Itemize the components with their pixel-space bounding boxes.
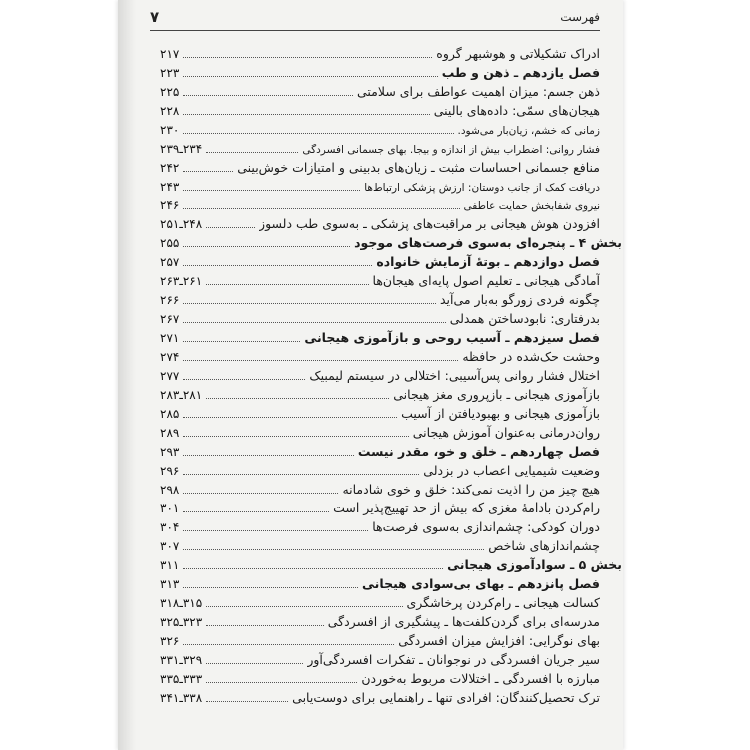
dot-leader	[183, 171, 233, 172]
toc-entry	[160, 629, 600, 648]
toc-entry-label: مدرسه‌ای برای گردن‌کلفت‌ها ـ پیشگیری از افسردگی	[327, 614, 600, 630]
toc-entry-label: نیروی شفابخش حمایت عاطفی	[463, 200, 600, 213]
toc-entry	[160, 459, 600, 478]
toc-entry-label: بهای نوگرایی: افزایش میزان افسردگی	[398, 633, 600, 648]
toc-entry-label: بخش ۴ ـ پنجره‌ای به‌سوی فرصت‌های موجود	[354, 235, 622, 251]
toc-entry-label: افزودن هوش هیجانی بر مراقبت‌های پزشکی ـ به‌سوی طب دلسوز	[259, 216, 600, 232]
toc-entry-label: وضعیت شیمیایی اعصاب در بزدلی	[423, 462, 600, 478]
toc-entry	[160, 534, 600, 553]
toc-entry-page: ۲۷۷	[160, 368, 180, 383]
toc-entry-page: ۲۶۱ـ۲۶۳	[160, 274, 203, 289]
toc-entry-label: کسالت هیجانی ـ رام‌کردن پرخاشگری	[406, 595, 600, 611]
toc-entry-page: ۲۸۹	[160, 425, 180, 440]
toc-entry	[160, 610, 600, 629]
toc-entry-label: فصل چهاردهم ـ خلق و خو، مقدر نیست	[357, 443, 600, 459]
toc-entry-page: ۲۲۳	[160, 65, 180, 80]
toc-entry-page: ۲۴۶	[160, 198, 180, 213]
toc-entry	[160, 497, 600, 516]
toc-entry-label: اختلال فشار روانی پس‌آسیبی: اختلالی در سیستم لیمبیک	[309, 367, 600, 383]
toc-entry-page: ۲۴۳	[160, 179, 180, 194]
toc-entry-page: ۲۶۷	[160, 312, 180, 327]
dot-leader	[183, 455, 354, 456]
toc-entry-page: ۲۸۵	[160, 406, 180, 421]
dot-leader	[206, 606, 402, 607]
toc-entry-page: ۲۴۲	[160, 160, 180, 175]
toc-entry	[160, 307, 600, 326]
toc-entry	[160, 345, 600, 364]
toc-entry-label: مبارزه با افسردگی ـ اختلالات مربوط به‌خوردن	[361, 670, 600, 686]
toc-entry	[160, 212, 600, 231]
dot-leader	[183, 530, 368, 531]
header-rule	[150, 30, 600, 31]
toc-entry	[160, 250, 600, 269]
toc-entry-page: ۲۹۸	[160, 482, 180, 497]
toc-entry	[160, 402, 600, 421]
toc-entry-page: ۳۲۶	[160, 634, 180, 648]
toc-entry	[160, 156, 600, 175]
toc-entry-page: ۲۴۸ـ۲۵۱	[160, 217, 203, 232]
toc-entry	[160, 326, 600, 345]
toc-entry-page: ۳۰۷	[160, 539, 180, 554]
toc-entry-page: ۲۶۶	[160, 293, 180, 308]
toc-entry-label: روان‌درمانی به‌عنوان آموزش هیجانی	[412, 424, 600, 440]
dot-leader	[206, 625, 324, 626]
toc-entry	[160, 42, 600, 61]
toc-entry-label: بدرفتاری: نابودساختن همدلی	[449, 311, 600, 327]
dot-leader	[183, 57, 432, 58]
toc-entry	[160, 288, 600, 307]
dot-leader	[183, 360, 458, 361]
toc-entry-page: ۳۲۹ـ۳۳۱	[160, 652, 203, 667]
toc-entry	[160, 515, 600, 534]
dot-leader	[183, 265, 372, 266]
toc-entry-label: بازآموزی هیجانی ـ بازپروری مغز هیجانی	[393, 386, 600, 402]
toc-entry-page: ۲۱۷	[160, 46, 180, 61]
toc-entry-label: بخش ۵ ـ سوادآموزی هیجانی	[447, 557, 622, 573]
dot-leader	[183, 568, 443, 569]
toc-entry-label: رام‌کردن بادامهٔ مغزی که بیش از حد تهییج‌پذیر است	[333, 500, 600, 516]
toc-entry-label: سیر جریان افسردگی در نوجوانان ـ تفکرات افسردگی‌آور	[307, 651, 600, 667]
toc-entry-label: فصل سیزدهم ـ آسیب روحی و بازآموزی هیجانی	[304, 330, 600, 345]
toc-entry-label: هیچ چیز من را اذیت نمی‌کند: خلق و خوی شادمانه	[342, 481, 600, 497]
toc-entry-page: ۲۹۳	[160, 444, 180, 459]
toc-entry-label: آمادگی هیجانی ـ تعلیم اصول پایه‌ای هیجان‌ها	[372, 273, 600, 289]
dot-leader	[206, 152, 298, 153]
toc-entry	[160, 478, 600, 497]
dot-leader	[183, 190, 360, 191]
dot-leader	[183, 417, 397, 418]
toc-entry	[160, 440, 600, 459]
table-of-contents	[160, 42, 622, 705]
dot-leader	[183, 436, 408, 437]
toc-entry-label: دوران کودکی: چشم‌اندازی به‌سوی فرصت‌ها	[372, 519, 600, 535]
dot-leader	[183, 379, 305, 380]
toc-entry-label: فصل دوازدهم ـ بوتهٔ آزمایش خانواده	[376, 254, 600, 270]
dot-leader	[183, 511, 329, 512]
toc-entry	[160, 383, 600, 402]
header-page-number: ۷	[150, 8, 160, 26]
dot-leader	[206, 284, 368, 285]
toc-entry-page: ۲۳۴ـ۲۳۹	[160, 141, 203, 156]
dot-leader	[183, 549, 484, 550]
toc-entry	[160, 137, 600, 156]
dot-leader	[206, 398, 389, 399]
dot-leader	[183, 95, 353, 96]
toc-entry	[160, 61, 600, 80]
toc-entry-label: فصل پانزدهم ـ بهای بی‌سوادی هیجانی	[362, 576, 600, 592]
toc-entry-page: ۳۳۸ـ۳۴۱	[160, 690, 203, 705]
dot-leader	[183, 114, 429, 115]
toc-entry-page: ۲۷۱	[160, 331, 180, 345]
toc-entry-label: زمانی که خشم، زیان‌بار می‌شود.	[457, 124, 600, 137]
toc-entry	[160, 80, 600, 99]
dot-leader	[183, 341, 300, 342]
toc-entry	[160, 118, 600, 137]
dot-leader	[183, 644, 394, 645]
dot-leader	[206, 701, 288, 702]
toc-entry-label: وحشت حک‌شده در حافظه	[462, 348, 600, 364]
toc-entry-page: ۲۷۴	[160, 349, 180, 364]
toc-entry	[160, 421, 600, 440]
toc-entry-page: ۳۱۵ـ۳۱۸	[160, 596, 203, 611]
toc-entry	[160, 648, 600, 667]
toc-entry-label: چشم‌اندازهای شاخص	[488, 538, 600, 554]
toc-entry-page: ۳۱۱	[160, 558, 180, 573]
dot-leader	[183, 474, 419, 475]
toc-entry	[160, 667, 600, 686]
dot-leader	[206, 227, 255, 228]
toc-entry-label: بازآموزی هیجانی و بهبودیافتن از آسیب	[401, 405, 600, 421]
dot-leader	[206, 663, 303, 664]
toc-entry-page: ۳۰۱	[160, 501, 180, 516]
toc-entry-page: ۲۳۰	[160, 122, 180, 137]
dot-leader	[183, 76, 437, 77]
toc-entry	[160, 686, 600, 705]
toc-entry-page: ۲۹۶	[160, 463, 180, 478]
toc-entry-label: چگونه فردی زورگو به‌بار می‌آید	[439, 292, 600, 308]
toc-entry	[160, 269, 600, 288]
toc-entry-page: ۳۳۳ـ۳۳۵	[160, 671, 203, 686]
toc-entry	[160, 591, 600, 610]
toc-entry-label: دریافت کمک از جانب دوستان: ارزش پزشکی ارتباط‌ها	[364, 181, 600, 194]
toc-entry-label: ترک تحصیل‌کنندگان: افرادی تنها ـ راهنمایی برای دوست‌یابی	[292, 689, 600, 705]
toc-entry-page: ۲۲۵	[160, 84, 180, 99]
toc-entry	[160, 231, 622, 250]
toc-entry	[160, 572, 600, 591]
header-title: فهرست	[560, 10, 600, 24]
toc-entry-label: منافع جسمانی احساسات مثبت ـ زیان‌های بدبینی و امتیازات خوش‌بینی	[237, 159, 600, 175]
page-spine-shadow	[118, 0, 136, 750]
toc-entry	[160, 175, 600, 194]
page-header	[150, 8, 600, 28]
toc-entry-page: ۲۲۸	[160, 103, 180, 118]
toc-entry-page: ۳۱۳	[160, 577, 180, 592]
toc-entry-page: ۲۵۵	[160, 236, 180, 251]
dot-leader	[183, 246, 350, 247]
toc-entry	[160, 364, 600, 383]
toc-entry-page: ۲۸۱ـ۲۸۳	[160, 387, 203, 402]
dot-leader	[183, 133, 453, 134]
dot-leader	[206, 682, 357, 683]
toc-entry	[160, 553, 622, 572]
dot-leader	[183, 208, 459, 209]
toc-entry-page: ۳۰۴	[160, 520, 180, 535]
toc-entry	[160, 194, 600, 213]
toc-entry-label: فشار روانی: اضطراب بیش از اندازه و بیجا. بهای جسمانی افسردگی	[302, 143, 600, 156]
toc-entry-label: فصل یازدهم ـ ذهن و طب	[441, 64, 600, 80]
toc-entry-label: هیجان‌های سمّی: داده‌های بالینی	[433, 102, 600, 118]
toc-entry-page: ۲۵۷	[160, 255, 180, 270]
dot-leader	[183, 587, 358, 588]
toc-entry-label: ادراک تشکیلاتی و هوشبهر گروه	[436, 45, 600, 61]
toc-entry	[160, 99, 600, 118]
dot-leader	[183, 493, 338, 494]
dot-leader	[183, 303, 436, 304]
toc-entry-page: ۳۲۳ـ۳۲۵	[160, 615, 203, 630]
dot-leader	[183, 322, 445, 323]
toc-entry-label: ذهن جسم: میزان اهمیت عواطف برای سلامتی	[356, 83, 600, 99]
